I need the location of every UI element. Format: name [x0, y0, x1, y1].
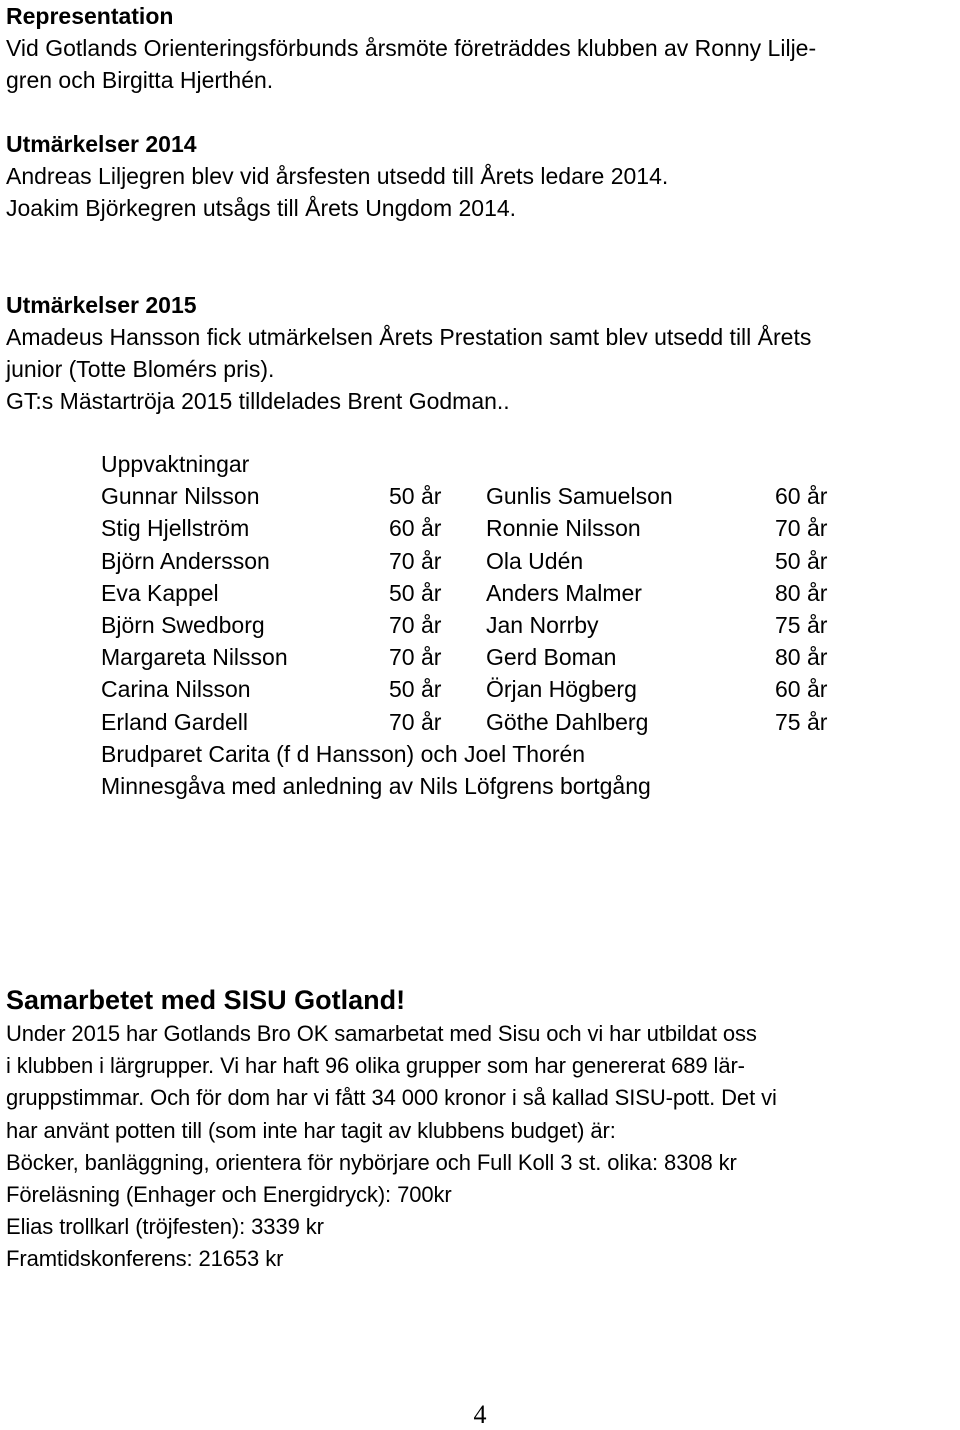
- paragraph-line: junior (Totte Blomérs pris).: [6, 356, 275, 382]
- person-name: Jan Norrby: [486, 611, 599, 638]
- section-heading: Samarbetet med SISU Gotland!: [6, 985, 406, 1015]
- person-name: Ronnie Nilsson: [486, 515, 641, 542]
- section-awards-2014: [6, 128, 956, 224]
- table-row: [101, 545, 861, 577]
- person-name: Anders Malmer: [486, 579, 642, 606]
- section-heading: Utmärkelser 2015: [6, 292, 197, 318]
- person-name: Göthe Dahlberg: [486, 708, 649, 735]
- person-name: Björn Swedborg: [101, 611, 265, 638]
- paragraph-line: Andreas Liljegren blev vid årsfesten utsedd till Årets ledare 2014.: [6, 163, 669, 189]
- person-name: Carina Nilsson: [101, 676, 251, 703]
- section-heading: Representation: [6, 3, 174, 29]
- person-name: Gunnar Nilsson: [101, 483, 260, 510]
- list-item: [101, 738, 861, 770]
- section-uppvaktningar: [101, 448, 861, 802]
- extra-line: Brudparet Carita (f d Hansson) och Joel Thorén: [101, 740, 586, 767]
- paragraph-line: gren och Birgitta Hjerthén.: [6, 67, 274, 93]
- person-age: 70 år: [389, 644, 442, 671]
- person-age: 80 år: [775, 579, 828, 606]
- table-row: [101, 673, 861, 705]
- person-name: Margareta Nilsson: [101, 644, 288, 671]
- paragraph-line: Elias trollkarl (tröjfesten): 3339 kr: [6, 1214, 324, 1240]
- person-age: 75 år: [775, 611, 828, 638]
- person-age: 50 år: [389, 483, 442, 510]
- section-heading: Utmärkelser 2014: [6, 131, 197, 157]
- extra-line: Minnesgåva med anledning av Nils Löfgrens bortgång: [101, 772, 651, 799]
- person-age: 50 år: [389, 676, 442, 703]
- person-age: 70 år: [389, 611, 442, 638]
- person-age: 70 år: [389, 547, 442, 574]
- paragraph-line: Under 2015 har Gotlands Bro OK samarbetat med Sisu och vi har utbildat oss: [6, 1021, 757, 1046]
- person-name: Örjan Högberg: [486, 676, 637, 703]
- person-name: Erland Gardell: [101, 708, 249, 735]
- person-age: 70 år: [389, 708, 442, 735]
- table-row: [101, 706, 861, 738]
- person-name: Gerd Boman: [486, 644, 617, 671]
- paragraph-line: Böcker, banläggning, orientera för nybörjare och Full Koll 3 st. olika: 8308 kr: [6, 1149, 737, 1175]
- person-name: Gunlis Samuelson: [486, 483, 673, 510]
- person-name: Björn Andersson: [101, 547, 270, 574]
- person-name: Stig Hjellström: [101, 515, 250, 542]
- paragraph-line: Joakim Björkegren utsågs till Årets Ungdom 2014.: [6, 195, 517, 221]
- section-sisu: [6, 982, 956, 1276]
- paragraph-line: Vid Gotlands Orienteringsförbunds årsmöte företräddes klubben av Ronny Lilje-: [6, 35, 817, 61]
- paragraph-line: har använt potten till (som inte har tagit av klubbens budget) är:: [6, 1117, 616, 1143]
- table-row: [101, 480, 861, 512]
- paragraph-line: gruppstimmar. Och för dom har vi fått 34 000 kronor i så kallad SISU-pott. Det vi: [6, 1085, 777, 1111]
- table-row: [101, 577, 861, 609]
- person-age: 60 år: [389, 515, 442, 542]
- uppvaktningar-heading-row: [101, 448, 861, 480]
- paragraph-line: i klubben i lärgrupper. Vi har haft 96 olika grupper som har genererat 689 lär-: [6, 1053, 745, 1079]
- table-row: [101, 512, 861, 544]
- person-age: 60 år: [775, 483, 828, 510]
- person-name: Eva Kappel: [101, 579, 219, 606]
- paragraph-line: Amadeus Hansson fick utmärkelsen Årets Prestation samt blev utsedd till Årets: [6, 324, 812, 350]
- person-age: 80 år: [775, 644, 828, 671]
- person-age: 50 år: [389, 579, 442, 606]
- person-age: 70 år: [775, 515, 828, 542]
- table-row: [101, 609, 861, 641]
- person-age: 60 år: [775, 676, 828, 703]
- paragraph-line: Framtidskonferens: 21653 kr: [6, 1246, 284, 1272]
- page-number: 4: [473, 1400, 487, 1429]
- section-representation: [6, 0, 956, 96]
- person-name: Ola Udén: [486, 547, 584, 574]
- list-item: [101, 770, 861, 802]
- paragraph-line: Föreläsning (Enhager och Energidryck): 700kr: [6, 1182, 452, 1208]
- paragraph-line: GT:s Mästartröja 2015 tilldelades Brent Godman..: [6, 388, 510, 414]
- section-heading: Uppvaktningar: [101, 451, 250, 477]
- person-age: 75 år: [775, 708, 828, 735]
- table-row: [101, 641, 861, 673]
- section-awards-2015: [6, 289, 956, 417]
- uppvaktningar-table: [101, 480, 861, 738]
- person-age: 50 år: [775, 547, 828, 574]
